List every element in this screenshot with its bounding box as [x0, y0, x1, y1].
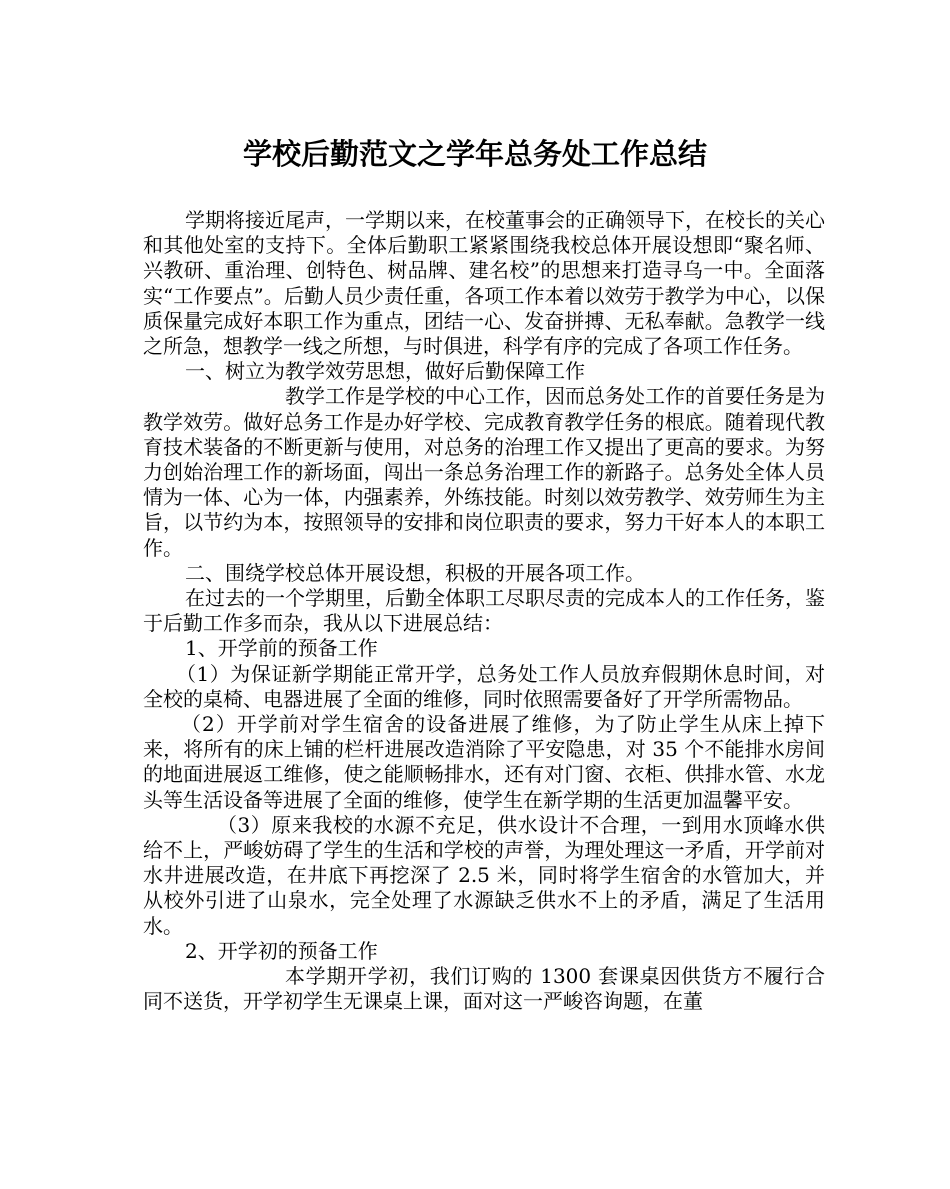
- paragraph-section-1: 教学工作是学校的中心工作，因而总务处工作的首要任务是为教学效劳。做好总务工作是办好学校、完成教育教学任务的根底。随着现代教育技术装备的不断更新与使用，对总务的治理工作又提出了更高的要求。为努力创始治理工作的新场面，闯出一条总务治理工作的新路子。总务处全体人员情为一体、心为一体，内强素养，外练技能。时刻以效劳教学、效劳师生为主旨，以节约为本，按照领导的安排和岗位职责的要求，努力干好本人的本职工作。: [143, 384, 825, 560]
- heading-section-1: 一、树立为教学效劳思想，做好后勤保障工作: [185, 359, 585, 384]
- heading-subsection-1: 1、开学前的预备工作: [185, 636, 378, 661]
- heading-section-2: 二、围绕学校总体开展设想，积极的开展各项工作。: [185, 560, 645, 585]
- paragraph-item-3: （3）原来我校的水源不充足，供水设计不合理，一到用水顶峰水供给不上，严峻妨碍了学生的生活和学校的声誉，为理处理这一矛盾，开学前对水井进展改造，在井底下再挖深了 2.5 米，同时将学生宿舍的水管加大，并从校外引进了山泉水，完全处理了水源缺乏供水不上的矛盾，满足了生活用水。: [143, 812, 825, 938]
- document-body: [143, 208, 825, 1015]
- heading-subsection-2: 2、开学初的预备工作: [185, 938, 378, 963]
- paragraph-intro: 学期将接近尾声，一学期以来，在校董事会的正确领导下，在校长的关心和其他处室的支持下。全体后勤职工紧紧围绕我校总体开展设想即“聚名师、兴教研、重治理、创特色、树品牌、建名校”的思想来打造寻乌一中。全面落实“工作要点”。后勤人员少责任重，各项工作本着以效劳于教学为中心，以保质保量完成好本职工作为重点，团结一心、发奋拼搏、无私奉献。急教学一线之所急，想教学一线之所想，与时俱进，科学有序的完成了各项工作任务。: [143, 208, 825, 359]
- paragraph-subsection-2: 本学期开学初，我们订购的 1300 套课桌因供货方不履行合同不送货，开学初学生无课桌上课，面对这一严峻咨询题，在董: [143, 964, 825, 1014]
- document-title: 学校后勤范文之学年总务处工作总结: [242, 137, 707, 171]
- paragraph-item-2: （2）开学前对学生宿舍的设备进展了维修，为了防止学生从床上掉下来，将所有的床上铺的栏杆进展改造消除了平安隐患，对 35 个不能排水房间的地面进展返工维修，使之能顺畅排水，还有对门窗、衣柜、供排水管、水龙头等生活设备等进展了全面的维修，使学生在新学期的生活更加温馨平安。: [143, 712, 825, 812]
- paragraph-item-1: （1）为保证新学期能正常开学，总务处工作人员放弃假期休息时间，对全校的桌椅、电器进展了全面的维修，同时依照需要备好了开学所需物品。: [143, 661, 825, 711]
- paragraph-section-2: 在过去的一个学期里，后勤全体职工尽职尽责的完成本人的工作任务，鉴于后勤工作多而杂，我从以下进展总结：: [143, 586, 825, 636]
